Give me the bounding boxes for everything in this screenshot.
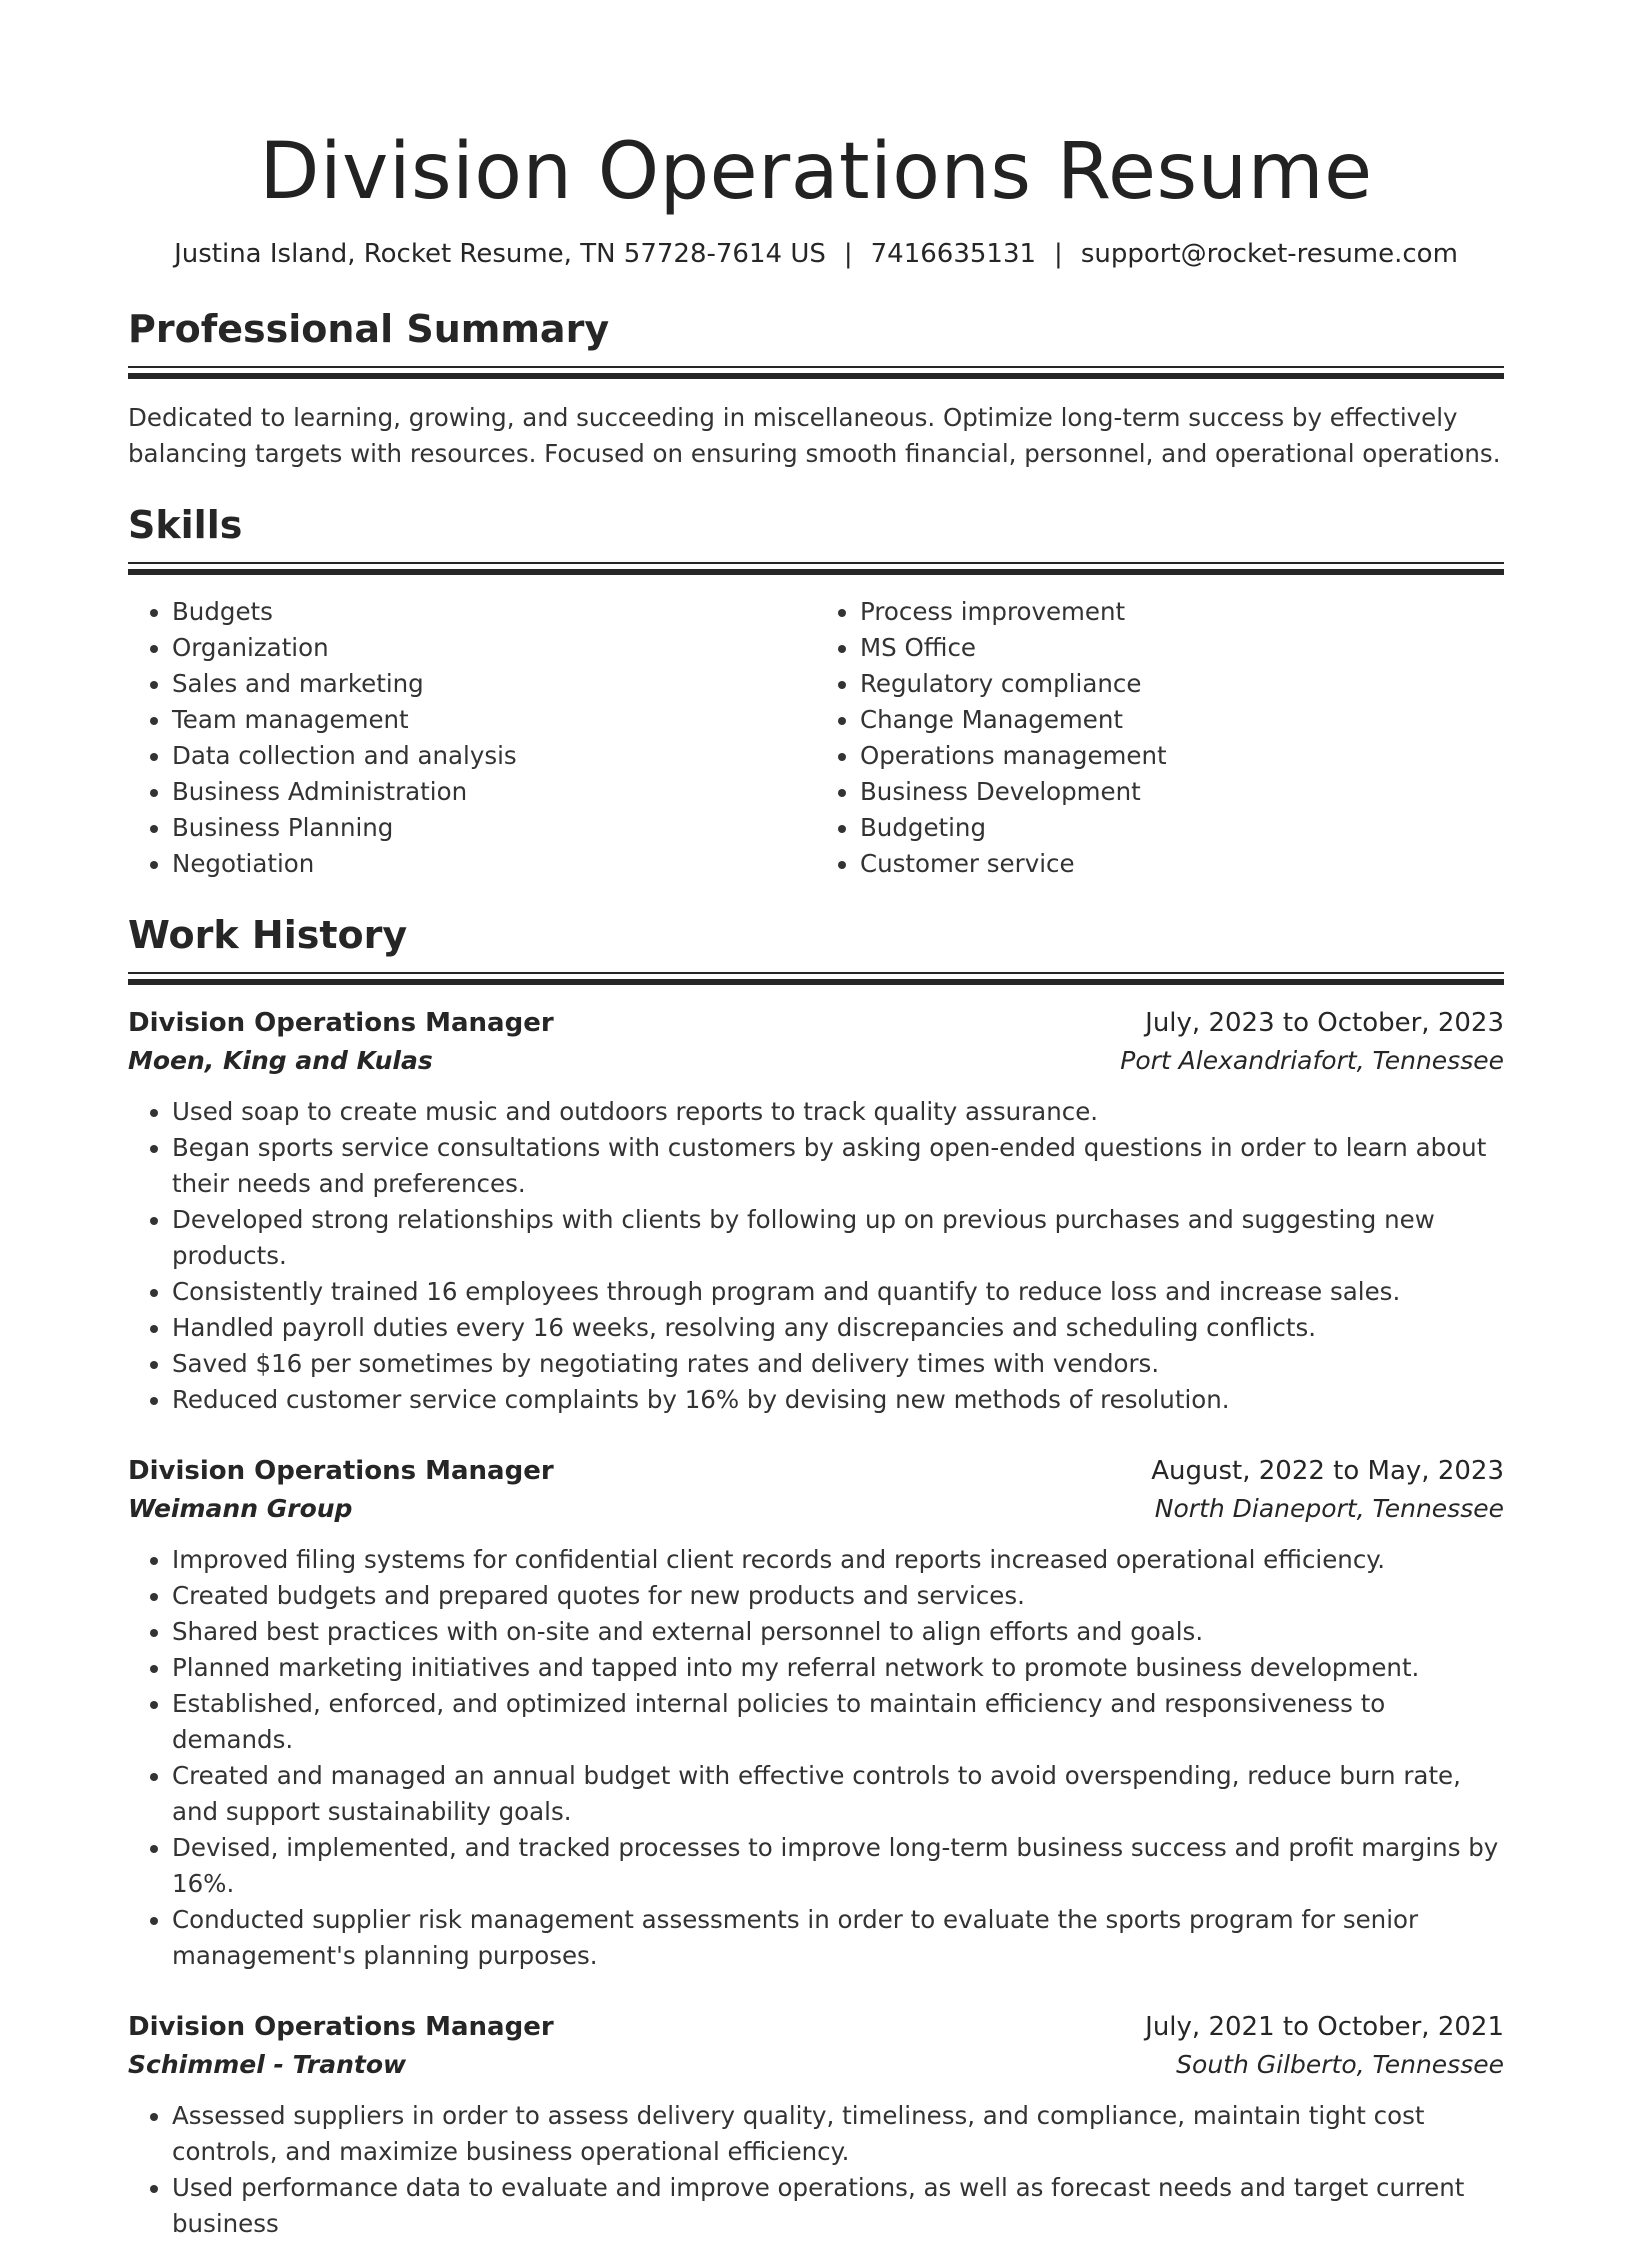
contact-email: support@rocket-resume.com xyxy=(1080,239,1458,269)
job-bullet: • Used soap to create music and outdoors reports to track quality assurance. xyxy=(172,1094,1504,1130)
job-location: Port Alexandriafort, Tennessee xyxy=(1120,1046,1504,1075)
skill-item: • Data collection and analysis xyxy=(172,738,816,774)
contact-separator: | xyxy=(1054,239,1063,269)
skill-item: • Sales and marketing xyxy=(172,666,816,702)
job-bullet: • Used performance data to evaluate and improve operations, as well as forecast needs and target current business xyxy=(172,2170,1504,2242)
skills-column-right xyxy=(816,594,1504,882)
job-entry xyxy=(128,1452,1504,1974)
job-dates: August, 2022 to May, 2023 xyxy=(1151,1456,1504,1486)
skill-item: • Change Management xyxy=(860,702,1504,738)
skill-item: • Team management xyxy=(172,702,816,738)
contact-line xyxy=(128,238,1504,270)
job-header-row xyxy=(128,2008,1504,2046)
skill-item: • Regulatory compliance xyxy=(860,666,1504,702)
work-history-heading: Work History xyxy=(128,913,408,957)
summary-heading: Professional Summary xyxy=(128,307,610,351)
work-history-section xyxy=(128,910,1504,2242)
skill-item: • Business Planning xyxy=(172,810,816,846)
skill-item: • Customer service xyxy=(860,846,1504,882)
job-company: Schimmel - Trantow xyxy=(128,2050,407,2079)
skills-list-left xyxy=(128,594,816,882)
job-company: Moen, King and Kulas xyxy=(128,1046,433,1075)
skill-item: • Process improvement xyxy=(860,594,1504,630)
skill-item: • Negotiation xyxy=(172,846,816,882)
section-divider xyxy=(128,562,1504,576)
job-title: Division Operations Manager xyxy=(128,1008,554,1038)
skill-item: • Business Development xyxy=(860,774,1504,810)
job-location: North Dianeport, Tennessee xyxy=(1154,1494,1504,1523)
job-bullet: • Reduced customer service complaints by 16% by devising new methods of resolution. xyxy=(172,1382,1504,1418)
job-entry xyxy=(128,1004,1504,1418)
job-bullets xyxy=(128,1542,1504,1974)
job-title: Division Operations Manager xyxy=(128,1456,554,1486)
skill-item: • Operations management xyxy=(860,738,1504,774)
job-bullet: • Planned marketing initiatives and tapped into my referral network to promote business development. xyxy=(172,1650,1504,1686)
section-divider xyxy=(128,366,1504,380)
job-bullet: • Assessed suppliers in order to assess delivery quality, timeliness, and compliance, maintain tight cost controls, and maximize business operational efficiency. xyxy=(172,2098,1504,2170)
job-dates: July, 2021 to October, 2021 xyxy=(1145,2012,1504,2042)
job-company: Weimann Group xyxy=(128,1494,353,1523)
job-bullet: • Shared best practices with on-site and external personnel to align efforts and goals. xyxy=(172,1614,1504,1650)
job-bullets xyxy=(128,1094,1504,1418)
skill-item: • MS Office xyxy=(860,630,1504,666)
section-divider xyxy=(128,972,1504,986)
job-bullet: • Consistently trained 16 employees through program and quantify to reduce loss and increase sales. xyxy=(172,1274,1504,1310)
job-bullet: • Began sports service consultations with customers by asking open-ended questions in order to learn about their needs and preferences. xyxy=(172,1130,1504,1202)
job-bullet: • Developed strong relationships with clients by following up on previous purchases and suggesting new products. xyxy=(172,1202,1504,1274)
skill-item: • Organization xyxy=(172,630,816,666)
contact-address: Justina Island, Rocket Resume, TN 57728-7614 US xyxy=(174,239,826,269)
job-company-row xyxy=(128,1042,1504,1080)
skills-columns xyxy=(128,594,1504,882)
job-dates: July, 2023 to October, 2023 xyxy=(1145,1008,1504,1038)
job-location: South Gilberto, Tennessee xyxy=(1176,2050,1504,2079)
job-bullet: • Created budgets and prepared quotes for new products and services. xyxy=(172,1578,1504,1614)
job-header-row xyxy=(128,1452,1504,1490)
job-bullet: • Conducted supplier risk management assessments in order to evaluate the sports program for senior management's planning purposes. xyxy=(172,1902,1504,1974)
skill-item: • Budgeting xyxy=(860,810,1504,846)
job-bullets xyxy=(128,2098,1504,2242)
summary-section xyxy=(128,304,1504,472)
job-bullet: • Improved filing systems for confidential client records and reports increased operational efficiency. xyxy=(172,1542,1504,1578)
job-bullet: • Established, enforced, and optimized internal policies to maintain efficiency and responsiveness to demands. xyxy=(172,1686,1504,1758)
job-company-row xyxy=(128,1490,1504,1528)
contact-separator: | xyxy=(843,239,853,269)
job-entry xyxy=(128,2008,1504,2242)
skills-section xyxy=(128,500,1504,882)
skills-column-left xyxy=(128,594,816,882)
job-company-row xyxy=(128,2046,1504,2084)
job-bullet: • Saved $16 per sometimes by negotiating rates and delivery times with vendors. xyxy=(172,1346,1504,1382)
skills-heading: Skills xyxy=(128,503,243,547)
job-title: Division Operations Manager xyxy=(128,2012,554,2042)
job-bullet: • Handled payroll duties every 16 weeks, resolving any discrepancies and scheduling conflicts. xyxy=(172,1310,1504,1346)
skill-item: • Budgets xyxy=(172,594,816,630)
job-bullet: • Created and managed an annual budget with effective controls to avoid overspending, reduce burn rate, and support sustainability goals. xyxy=(172,1758,1504,1830)
skill-item: • Business Administration xyxy=(172,774,816,810)
skills-list-right xyxy=(816,594,1504,882)
contact-phone: 7416635131 xyxy=(870,239,1037,269)
job-header-row xyxy=(128,1004,1504,1042)
resume-title: Division Operations Resume xyxy=(259,127,1373,217)
job-bullet: • Devised, implemented, and tracked processes to improve long-term business success and profit margins by 16%. xyxy=(172,1830,1504,1902)
summary-text: Dedicated to learning, growing, and succeeding in miscellaneous. Optimize long-term success by effectively balancing targets with resources. Focused on ensuring smooth financial, personnel, and operational operations. xyxy=(128,403,1501,468)
